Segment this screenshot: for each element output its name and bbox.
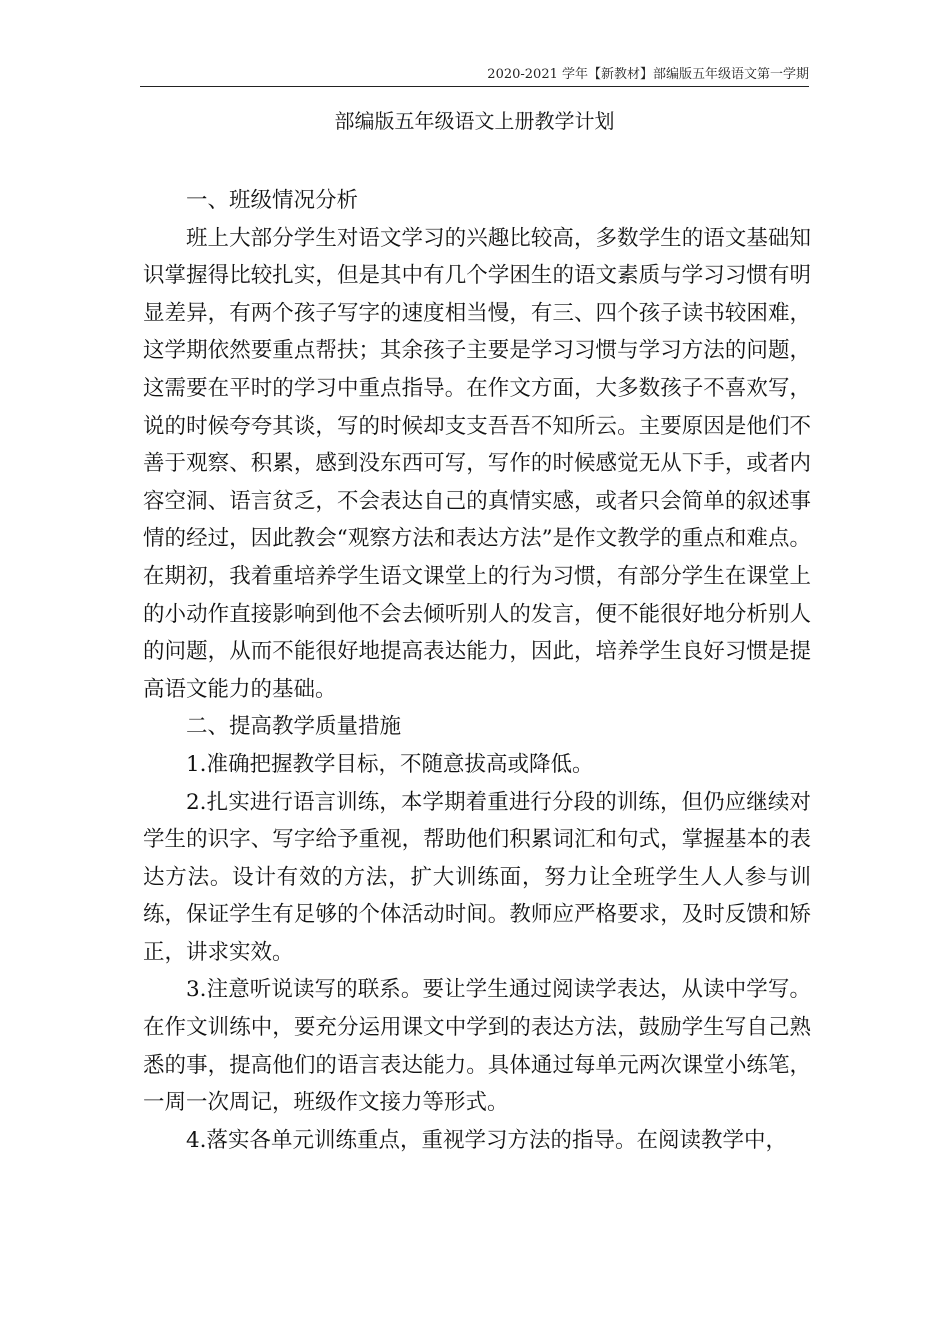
paragraph-class-analysis: 班上大部分学生对语文学习的兴趣比较高，多数学生的语文基础知识掌握得比较扎实，但是其中有几个学困生的语文素质与学习习惯有明显差异，有两个孩子写字的速度相当慢，有三、四个孩子读书较困难，这学期依然要重点帮扶；其余孩子主要是学习习惯与学习方法的问题，这需要在平时的学习中重点指导。在作文方面，大多数孩子不喜欢写，说的时候夸夸其谈，写的时候却支支吾吾不知所云。主要原因是他们不善于观察、积累，感到没东西可写，写作的时候感觉无从下手，或者内容空洞、语言贫乏，不会表达自己的真情实感，或者只会简单的叙述事情的经过，因此教会“观察方法和表达方法”是作文教学的重点和难点。在期初，我着重培养学生语文课堂上的行为习惯，有部分学生在课堂上的小动作直接影响到他不会去倾听别人的发言，便不能很好地分析别人的问题，从而不能很好地提高表达能力，因此，培养学生良好习惯是提高语文能力的基础。 xyxy=(143,225,811,702)
paragraph-measure-1: 1.准确把握教学目标，不随意拔高或降低。 xyxy=(186,751,594,777)
paragraph-measure-3: 3.注意听说读写的联系。要让学生通过阅读学表达，从读中学写。在作文训练中，要充分运用课文中学到的表达方法，鼓励学生写自己熟悉的事，提高他们的语言表达能力。具体通过每单元两次课堂小练笔，一周一次周记，班级作文接力等形式。 xyxy=(143,977,811,1116)
section-heading-measures: 二、提高教学质量措施 xyxy=(186,714,402,740)
paragraph-measure-4: 4.落实各单元训练重点，重视学习方法的指导。在阅读教学中， xyxy=(186,1127,788,1153)
section-heading-class-analysis: 一、班级情况分析 xyxy=(186,188,359,213)
document-body xyxy=(143,182,811,1159)
paragraph-measure-2: 2.扎实进行语言训练，本学期着重进行分段的训练，但仍应继续对学生的识字、写字给予重视，帮助他们积累词汇和句式，掌握基本的表达方法。设计有效的方法，扩大训练面，努力让全班学生人人参与训练，保证学生有足够的个体活动时间。教师应严格要求，及时反馈和矫正，讲求实效。 xyxy=(143,789,811,965)
header-rule xyxy=(140,86,809,87)
running-header: 2020-2021 学年【新教材】部编版五年级语文第一学期 xyxy=(487,67,809,82)
document-title: 部编版五年级语文上册教学计划 xyxy=(334,109,615,133)
